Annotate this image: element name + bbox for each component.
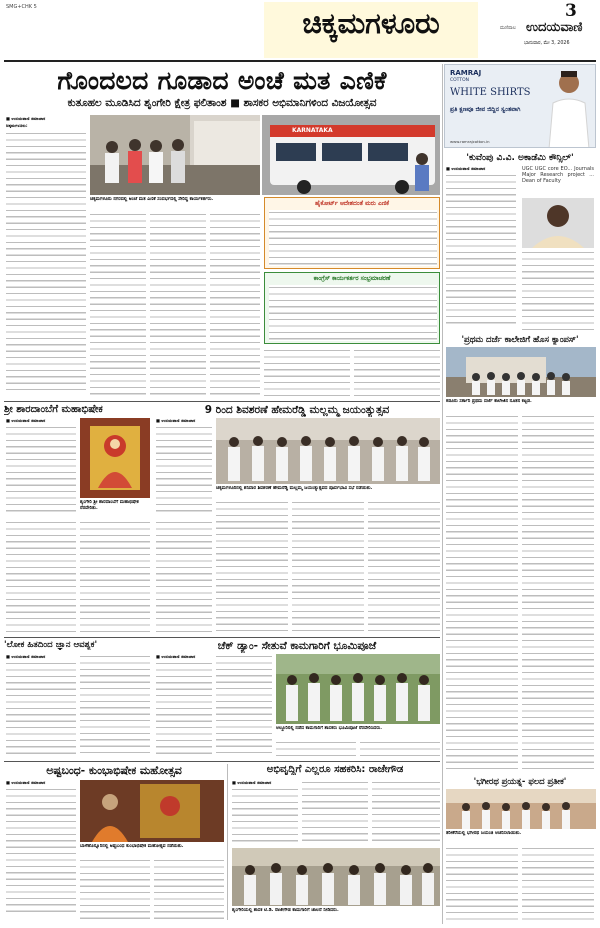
- text-block: [368, 500, 440, 634]
- ramraj-ad: [444, 64, 596, 148]
- section-title: ಚಿಕ್ಕಮಗಳೂರು: [302, 6, 440, 40]
- kuvempu-headline: 'ಕುವೆಂಪು ವಿ.ವಿ. ಅಕಾಡೆಮಿ ಕೌನ್ಸಿಲ್': [466, 153, 574, 163]
- development-photo: [232, 848, 440, 906]
- hemareddy-photo: [216, 418, 440, 484]
- lead-place: ಚಿಕ್ಕಮಗಳೂರು:: [6, 123, 28, 129]
- lead-headline: ಗೊಂದಲದ ಗೂಡಾದ ಅಂಚೆ ಮತ ಎಣಿಕೆ: [57, 66, 387, 95]
- text-block: [269, 210, 437, 266]
- column-divider: [227, 764, 228, 920]
- ashtabandha-dateline: ■ ಉದಯವಾಣಿ ಸಮಾಚಾರ: [6, 780, 46, 785]
- jnana-dateline: ■ ಉದಯವಾಣಿ ಸಮಾಚಾರ: [6, 654, 46, 659]
- lead-photo: [90, 115, 260, 195]
- ashtabandha-col-3: [154, 858, 224, 920]
- lead-col-6: [354, 348, 440, 398]
- lead-col-3: [150, 212, 206, 398]
- recount-box-title: ಹೈಕೋರ್ಟ್ ಆದೇಶದಂತೆ ಮರು ಎಣಿಕೆ: [314, 200, 390, 207]
- lead-dateline: ■ ಉದಯವಾಣಿ ಸಮಾಚಾರ: [6, 116, 46, 121]
- text-block: [90, 212, 146, 398]
- text-block: [522, 846, 594, 920]
- text-block: [354, 348, 440, 398]
- text-block: [446, 846, 518, 920]
- ad-url: www.ramrajcotton.in: [450, 139, 490, 144]
- sharada-dateline: ■ ಉದಯವಾಣಿ ಸಮಾಚಾರ: [6, 418, 46, 423]
- ashtabandha-caption: ಬಾಳೆಹೊನ್ನೂರಿನಲ್ಲಿ ಅಷ್ಟಬಂಧ ಕುಂಭಾಭಿಷೇಕ ಮಹೋತ್ಸವ ನಡೆಯಿತು.: [80, 844, 184, 849]
- development-col-2: [302, 780, 368, 846]
- bhageeratha-caption: ತರೀಕೆರೆಯಲ್ಲಿ ಭಗೀರಥ ಜಯಂತಿ ಆಚರಿಸಲಾಯಿತು.: [446, 831, 522, 836]
- text-block: [360, 740, 440, 758]
- ashtabandha-headline: ಅಷ್ಟಬಂಧ- ಕುಂಭಾಭಿಷೇಕ ಮಹೋತ್ಸವ: [46, 764, 182, 777]
- bus-label: KARNATAKA: [292, 127, 333, 134]
- text-block: [154, 858, 224, 920]
- kuvempu-dateline: ■ ಉದಯವಾಣಿ ಸಮಾಚಾರ: [446, 166, 486, 171]
- hemareddy-col-4: [292, 500, 364, 634]
- bus-photo-image: [262, 115, 440, 195]
- lead-col-4: [210, 212, 260, 398]
- hemareddy-col-1: [156, 418, 212, 518]
- jnana-col-1: [6, 654, 76, 758]
- text-block: [216, 500, 288, 634]
- text-block: [6, 661, 76, 755]
- lead-col-1: [6, 116, 86, 398]
- text-block: [6, 425, 76, 515]
- text-block: [446, 173, 516, 327]
- hemareddy-col-2: [156, 520, 212, 634]
- section-rule: [4, 401, 440, 402]
- text-block: [302, 780, 368, 846]
- text-block: [522, 414, 594, 774]
- jnana-headline: 'ಲೋಕ ಹಿತದಿಂದ ಜ್ಞಾನ ಆವಶ್ಯಕ': [4, 640, 98, 650]
- hemareddy-col-3: [216, 500, 288, 634]
- check-dam-col-4: [360, 740, 440, 758]
- text-block: [292, 500, 364, 634]
- text-block: [269, 285, 437, 341]
- prathama-headline: 'ಪ್ರಥಮ ದರ್ಜೆ ಕಾಲೇಜಿಗೆ ಹೊಸ ಕ್ಯಾಂಪಸ್': [461, 334, 579, 344]
- kuvempu-col-1: [446, 166, 516, 330]
- lead-col-2: [90, 212, 146, 398]
- development-col-3: [372, 780, 440, 846]
- development-col-1: [232, 780, 298, 846]
- check-dam-photo: [276, 654, 440, 724]
- text-block: [156, 520, 212, 634]
- text-block: [6, 520, 76, 634]
- text-block: [264, 348, 350, 398]
- kuvempu-portrait: [522, 198, 594, 248]
- masthead-rule: [4, 60, 596, 62]
- text-block: [372, 780, 440, 846]
- lead-col-5: [264, 348, 350, 398]
- sharada-caption: ಶೃಂಗೇರಿ ಶ್ರೀ ಶಾರದಾಂಬೆಗೆ ಮಹಾಭಿಷೇಕ ನೆರವೇರಿತು.: [80, 500, 139, 511]
- section-rule: [4, 637, 440, 638]
- check-dam-col-1: [156, 654, 212, 758]
- check-dam-col-3: [276, 740, 356, 758]
- text-block: [276, 740, 356, 758]
- text-block: [156, 425, 212, 515]
- text-block: [6, 787, 76, 917]
- lead-photo-image: [90, 115, 260, 195]
- ashtabandha-col-1: [6, 780, 76, 920]
- bhageeratha-photo: [446, 789, 596, 829]
- bhageeratha-col-1: [446, 846, 518, 920]
- check-dam-dateline: ■ ಉದಯವಾಣಿ ಸಮಾಚಾರ: [156, 654, 196, 659]
- text-block: [80, 520, 150, 634]
- bhageeratha-col-2: [522, 846, 594, 920]
- text-block: [150, 212, 206, 398]
- page-code: SMG+CHK 5: [6, 4, 37, 10]
- lead-subhead: ಕುತೂಹಲ ಮೂಡಿಸಿದ ಶೃಂಗೇರಿ ಕ್ಷೇತ್ರ ಫಲಿತಾಂಶ ■ ಶಾಸಕರ ಅಭಿಮಾನಿಗಳಿಂದ ವಿಜಯೋತ್ಸವ: [67, 97, 377, 109]
- hemareddy-headline: 9 ರಿಂದ ಶಿವಶರಣೆ ಹೇಮರೆಡ್ಡಿ ಮಲ್ಲಮ್ಮ ಜಯಂತ್ಯುತ್ಸವ: [204, 404, 390, 416]
- celebration-box-title: ಕಾಂಗ್ರೆಸ್ ಕಾರ್ಯಕರ್ತರ ಸಂಭ್ರಮಾಚರಣೆ: [313, 275, 391, 282]
- hemareddy-col-5: [368, 500, 440, 634]
- development-dateline: ■ ಉದಯವಾಣಿ ಸಮಾಚಾರ: [232, 780, 272, 785]
- jnana-col-2: [80, 654, 150, 758]
- hemareddy-caption: ಚಿಕ್ಕಮಗಳೂರಿನಲ್ಲಿ ಶನಿವಾರ ಶಿವಶರಣೆ ಹೇಮರೆಡ್ಡಿ ಮಲ್ಲಮ್ಮ ಜಯಂತ್ಯುತ್ಸವದ ಪೂರ್ವಭಾವಿ ಸಭೆ ನಡೆಯಿತು.: [216, 486, 373, 491]
- ad-model-image: [541, 67, 595, 148]
- ad-brand: RAMRAJ: [450, 69, 482, 77]
- check-dam-caption: ಆಲ್ದೂರಿನಲ್ಲಿ ನಡೆದ ಕಾಮಗಾರಿಗೆ ಶಾಸಕರು ಭೂಮಿಪೂಜೆ ನೆರವೇರಿಸಿದರು.: [276, 726, 383, 731]
- kuvempu-col-2: [522, 250, 594, 330]
- text-block: [80, 654, 150, 758]
- column-divider: [442, 64, 443, 924]
- text-block: [210, 212, 260, 398]
- issue-date: ಭಾನುವಾರ, ಮೇ 3, 2026: [524, 41, 570, 46]
- ashtabandha-col-2: [80, 858, 150, 920]
- sharada-headline: ಶ್ರೀ ಶಾರದಾಂಬೆಗೆ ಮಹಾಭಿಷೇಕ: [4, 404, 103, 415]
- kuvempu-text: UGC UGC core EO... Journals Major Research project ... Dean of Faculty: [522, 166, 594, 184]
- sharada-photo: [80, 418, 150, 498]
- paper-small: ಮಣಿಪಾಲ: [500, 26, 516, 31]
- celebration-box: [264, 272, 440, 344]
- masthead: [0, 0, 600, 60]
- ad-tagline: ಪ್ರತಿ ಕ್ಷಣವೂ ಜೀವ ಜಿದ್ದಿನ ಸ್ವಂತವಾಗಿ: [450, 106, 521, 113]
- ashtabandha-photo: [80, 780, 224, 842]
- text-block: [232, 787, 298, 843]
- check-dam-col-2: [216, 654, 272, 758]
- page-number: 3: [565, 1, 577, 21]
- text-block: [80, 858, 150, 920]
- text-block: [446, 414, 518, 774]
- recount-box: [264, 197, 440, 269]
- text-block: [216, 654, 272, 758]
- text-block: [6, 131, 86, 393]
- development-headline: ಅಭಿವೃದ್ಧಿಗೆ ಎಲ್ಲರೂ ಸಹಕರಿಸಿ: ರಾಜೇಗೌಡ: [266, 764, 404, 775]
- text-block: [156, 661, 212, 755]
- ad-product: WHITE SHIRTS: [450, 87, 531, 98]
- paper-name: ಉದಯವಾಣಿ: [526, 20, 583, 35]
- development-caption: ಶೃಂಗೇರಿಯಲ್ಲಿ ಶಾಸಕ ಟಿ.ಡಿ. ರಾಜೇಗೌಡ ಕಾಮಗಾರಿಗೆ ಚಾಲನೆ ನೀಡಿದರು.: [232, 908, 339, 913]
- prathama-col-2: [522, 414, 594, 774]
- sharada-col-1: [6, 418, 76, 518]
- college-photo: [446, 347, 596, 397]
- section-rule: [4, 761, 440, 762]
- hemareddy-dateline: ■ ಉದಯವಾಣಿ ಸಮಾಚಾರ: [156, 418, 196, 423]
- lead-photo-caption: ಚಿಕ್ಕಮಗಳೂರು ನಗರದಲ್ಲಿ ಅಂಚೆ ಮತ ಎಣಿಕೆ ಸಂದರ್ಭದಲ್ಲಿ ಸೇರಿದ್ದ ಕಾರ್ಯಕರ್ತರು.: [90, 197, 214, 202]
- bus-photo: [262, 115, 440, 195]
- check-dam-headline: ಚೆಕ್ ಡ್ಯಾಂ- ಸೇತುವೆ ಕಾಮಗಾರಿಗೆ ಭೂಮಿಪೂಜೆ: [217, 640, 377, 652]
- ad-brand-sub: COTTON: [450, 78, 470, 83]
- bhageeratha-headline: 'ಭಗೀರಥ ಪ್ರಯತ್ನ- ಫಲದ ಪ್ರತೀಕ': [473, 776, 567, 786]
- prathama-col-1: [446, 414, 518, 774]
- prathama-caption: ಕಡೂರು ಸರ್ಕಾರಿ ಪ್ರಥಮ ದರ್ಜೆ ಕಾಲೇಜಿನ ನೂತನ ಕಟ್ಟಡ.: [446, 399, 532, 404]
- text-block: [522, 250, 594, 330]
- sharada-col-3: [80, 520, 150, 634]
- sharada-col-2: [6, 520, 76, 634]
